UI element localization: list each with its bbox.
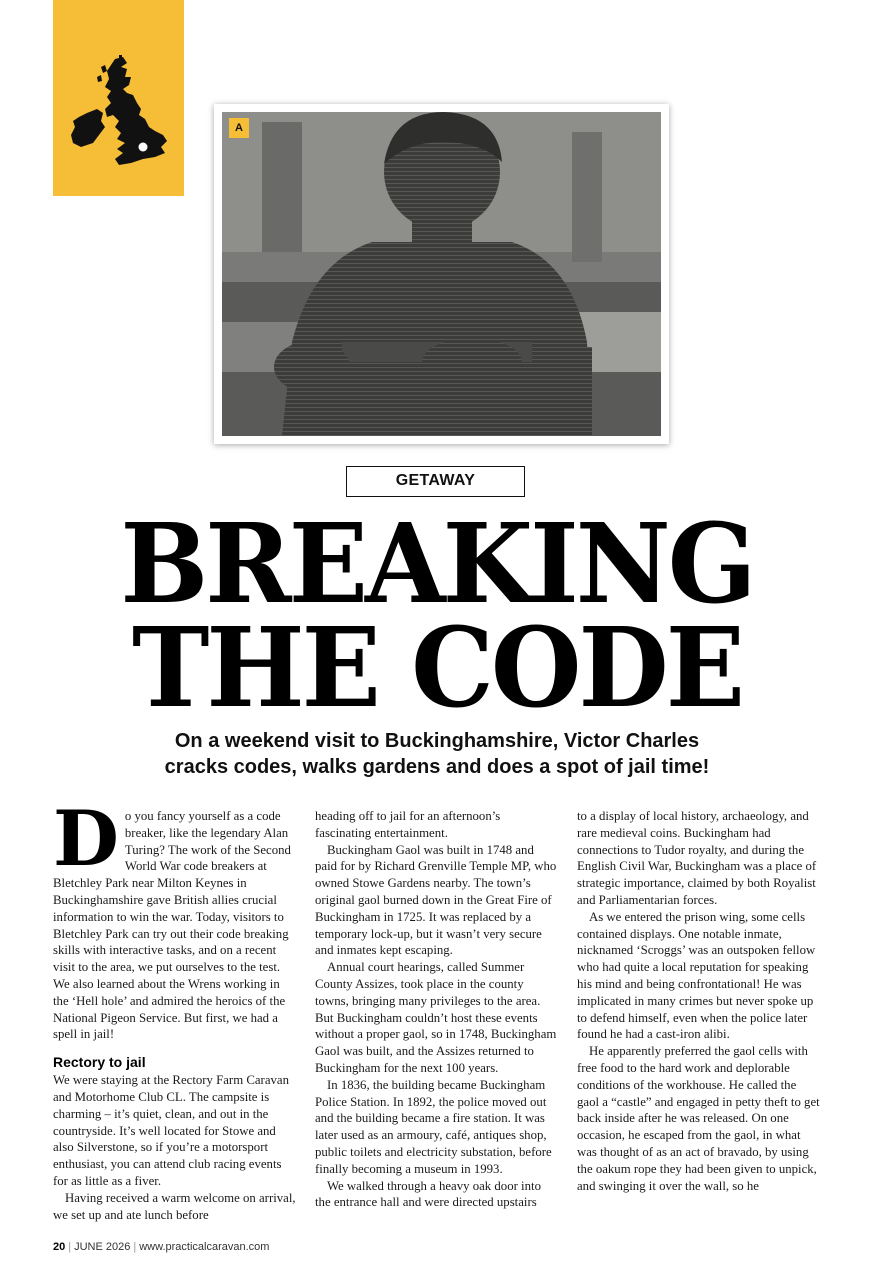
paragraph: He apparently preferred the gaol cells with free food to the hard work and deplorable conditions of the workhouse. He called the gaol a “castle” and engaged in petty theft to get back inside after he was released. On one occasion, he escaped from the gaol, in what was thought of as an act of bravado, by using the oakum rope they had been given to unpick, and swinging it over the wall, so he [577,1044,820,1193]
standfirst [100,728,774,780]
page-footer [53,1241,269,1253]
footer-separator: | [133,1241,137,1253]
drop-cap: D [53,808,119,883]
article-column-1 [53,808,297,1228]
statue-illustration [222,112,661,436]
standfirst-line-2: cracks codes, walks gardens and does a spot of jail time! [164,756,710,778]
page-number: 20 [53,1241,66,1253]
footer-separator: | [68,1241,72,1253]
paragraph: heading off to jail for an afternoon’s fascinating entertainment. [315,809,501,840]
photo-frame [214,104,669,444]
issue-date: JUNE 2026 [74,1241,131,1253]
headline-line-2: THE CODE [132,602,742,733]
location-marker [139,143,148,152]
article-column-3 [577,808,821,1228]
paragraph: to a display of local history, archaeology, and rare medieval coins. Buckingham had connections to Tudor royalty, and during the English Civil War, Buckingham was a place of strategic importance, claimed by both Royalist and Parliamentarian forces. [577,809,817,907]
paragraph: o you fancy yourself as a code breaker, like the legendary Alan Turing? The work of the Second World War code breakers at Bletchley Park near Milton Keynes in Buckinghamshire gave British allies crucial information to win the war. Today, visitors to Bletchley Park can try out their code breaking skills with interactive tasks, and on a recent visit to the area, we put ourselves to the test. We also learned about the Wrens working in the ‘Hell hole’ and admired the heroics of the National Pigeon Service. But first, we had a spell in jail! [53,809,291,1042]
location-map-box [53,0,184,196]
website-url: www.practicalcaravan.com [139,1241,270,1253]
photo-label-badge: A [229,118,249,138]
paragraph: We were staying at the Rectory Farm Caravan and Motorhome Club CL. The campsite is charming – it’s quiet, clean, and out in the countryside. It’s well located for Stowe and also Silverstone, so if you’re a motorsport enthusiast, you can attend club racing events for as little as a fiver. [53,1073,289,1188]
paragraph: As we entered the prison wing, some cells contained displays. One notable inmate, nicknamed ‘Scroggs’ was an outspoken fellow who had quite a local reputation for speaking his mind and being confrontational! He was implicated in many crimes but never spoke up to defend himself, even when the police later found he had a cast-iron alibi. [577,909,816,1042]
paragraph: Buckingham Gaol was built in 1748 and paid for by Richard Grenville Temple MP, who owned Stowe Gardens nearby. The town’s original gaol burned down in the Great Fire of Buckingham in 1725. It was replaced by a temporary lock-up, but it wasn’t very secure and inmates kept escaping. [315,842,557,958]
alan-turing-statue-photo [222,112,661,436]
headline-line-1: BREAKING [120,498,754,629]
paragraph: We walked through a heavy oak door into the entrance hall and were directed upstairs [315,1178,541,1210]
section-kicker: GETAWAY [346,466,525,497]
uk-map-icon [67,55,171,177]
paragraph: Annual court hearings, called Summer County Assizes, took place in the county towns, bringing many privileges to the area. But Buckingham couldn’t host these events without a proper gaol, so in 1748, Buckingham Gaol was built, and the Assizes returned to Buckingham for the next 100 years. [315,960,557,1075]
paragraph: Having received a warm welcome on arrival, we set up and ate lunch before [53,1190,296,1222]
standfirst-line-1: On a weekend visit to Buckinghamshire, Victor Charles [174,730,700,752]
subheading: Rectory to jail [53,1054,146,1071]
paragraph: In 1836, the building became Buckingham Police Station. In 1892, the police moved out and the building became a fire station. It was later used as an armoury, café, antiques shop, public toilets and electricity substation, before finally becoming a museum in 1993. [315,1077,552,1176]
article-column-2 [315,808,559,1228]
